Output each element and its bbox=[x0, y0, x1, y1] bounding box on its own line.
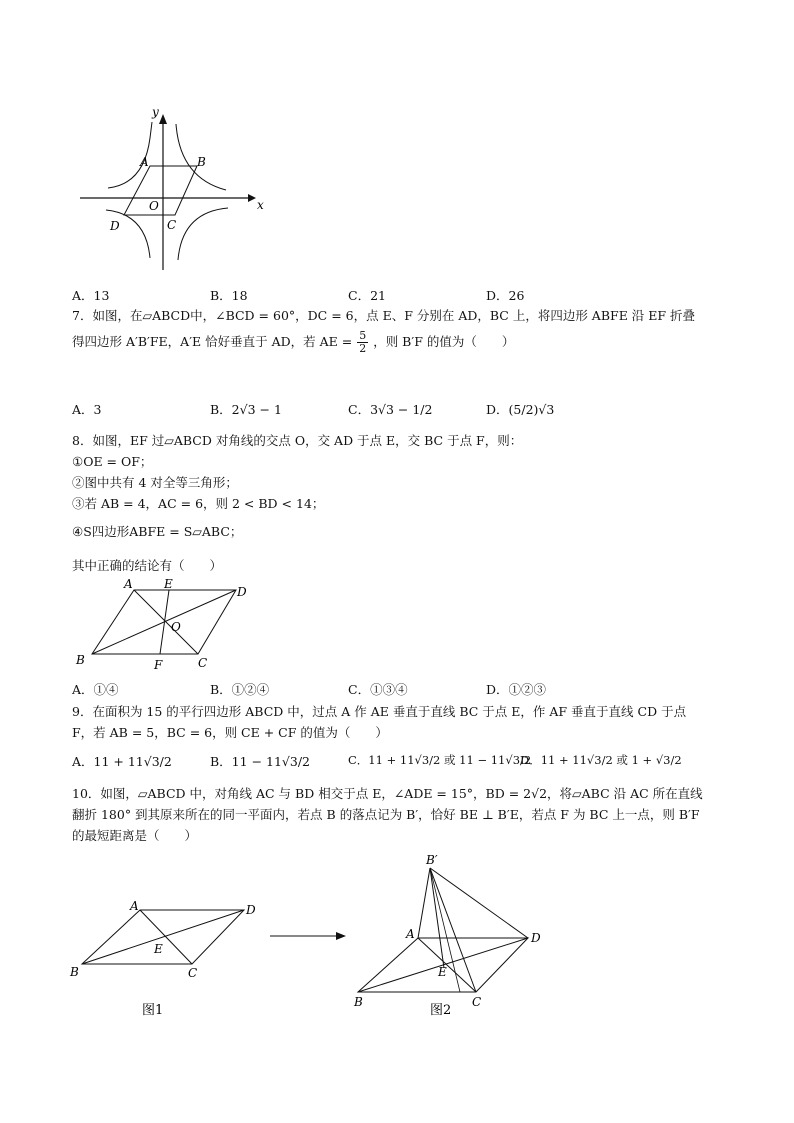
q6-option-b: B．18 bbox=[210, 288, 248, 303]
axis-y-label: y bbox=[152, 108, 159, 119]
point-a-label: A bbox=[140, 155, 149, 169]
q10-figure-2 bbox=[348, 852, 558, 1022]
q8-question: 其中正确的结论有（ ） bbox=[72, 558, 223, 573]
q6-option-a: A．13 bbox=[72, 288, 110, 303]
fig2-point-a: A bbox=[406, 927, 415, 941]
q10-line-3: 的最短距离是（ ） bbox=[72, 828, 198, 843]
q9-line-2: F，若 AB = 5，BC = 6，则 CE + CF 的值为（ ） bbox=[72, 725, 388, 740]
fig1-point-b: B bbox=[70, 965, 79, 979]
q8-point-f: F bbox=[154, 658, 163, 672]
point-c-label: C bbox=[167, 218, 177, 232]
q8-point-c: C bbox=[198, 656, 208, 670]
point-d-label: D bbox=[110, 219, 120, 233]
fig1-point-e: E bbox=[154, 942, 163, 956]
q6-figure bbox=[76, 108, 266, 278]
q8-point-o: O bbox=[171, 620, 181, 634]
arrow-right-icon bbox=[268, 928, 348, 944]
q7-fraction: $\frac{5}{2}$ bbox=[359, 329, 367, 355]
q10-line-2: 翻折 180° 到其原来所在的同一平面内，若点 B 的落点记为 B′，恰好 BE ⊥ B′E，若点 F 为 BC 上一点，则 B′F bbox=[72, 807, 700, 822]
fig1-point-d: D bbox=[246, 903, 256, 917]
fig1-point-c: C bbox=[188, 966, 198, 980]
q8-option-c: C．①③④ bbox=[348, 682, 408, 697]
q8-point-e: E bbox=[164, 577, 173, 591]
q6-option-d: D．26 bbox=[486, 288, 525, 303]
q9-option-d: D．11 + 11√3/2 或 1 + √3/2 bbox=[520, 753, 682, 767]
q9-option-a: A．11 + 11√3/2 bbox=[72, 754, 172, 769]
q8-statement-4: ④S四边形ABFE = S▱ABC； bbox=[72, 524, 243, 539]
q8-statement-3: ③若 AB = 4，AC = 6，则 2 < BD < 14； bbox=[72, 496, 325, 511]
q7-option-c: C．3√3 − 1/2 bbox=[348, 402, 433, 417]
q8-point-b: B bbox=[76, 653, 85, 667]
q7-line-1: 7．如图，在▱ABCD中，∠BCD = 60°，DC = 6，点 E、F 分别在 AD，BC 上，将四边形 ABFE 沿 EF 折叠 bbox=[72, 308, 696, 323]
q10-line-1: 10．如图，▱ABCD 中，对角线 AC 与 BD 相交于点 E，∠ADE = 15°，BD = 2√2，将▱ABC 沿 AC 所在直线 bbox=[72, 786, 703, 801]
q7-option-d: D．(5/2)√3 bbox=[486, 402, 555, 417]
axis-x-label: x bbox=[257, 198, 264, 212]
q9-line-1: 9．在面积为 15 的平行四边形 ABCD 中，过点 A 作 AE 垂直于直线 BC 于点 E，作 AF 垂直于直线 CD 于点 bbox=[72, 704, 687, 719]
q8-statement-2: ②图中共有 4 对全等三角形； bbox=[72, 475, 238, 490]
q9-option-c: C．11 + 11√3/2 或 11 − 11√3/2 bbox=[348, 753, 532, 767]
point-o-label: O bbox=[149, 199, 159, 213]
q6-option-c: C．21 bbox=[348, 288, 386, 303]
q8-figure bbox=[74, 574, 264, 674]
fig1-caption: 图1 bbox=[142, 1003, 164, 1018]
q8-option-d: D．①②③ bbox=[486, 682, 547, 697]
q10-figure-1 bbox=[66, 896, 266, 1024]
q7-option-a: A．3 bbox=[72, 402, 102, 417]
fig2-caption: 图2 bbox=[430, 1003, 452, 1018]
q8-point-a: A bbox=[124, 577, 133, 591]
q8-option-b: B．①②④ bbox=[210, 682, 270, 697]
q8-statement-1: ①OE = OF； bbox=[72, 454, 153, 469]
fig2-point-b: B bbox=[354, 995, 363, 1009]
fig2-point-c: C bbox=[472, 995, 482, 1009]
q9-option-b: B．11 − 11√3/2 bbox=[210, 754, 311, 769]
q7-line-2: 得四边形 A′B′FE，A′E 恰好垂直于 AD，若 AE = $\frac{5}{2}$ ，则 B′F 的值为（ ） bbox=[72, 329, 515, 355]
q8-option-a: A．①④ bbox=[72, 682, 119, 697]
fig2-point-bprime: B′ bbox=[426, 853, 438, 867]
fig1-point-a: A bbox=[130, 899, 139, 913]
q8-line-1: 8．如图，EF 过▱ABCD 对角线的交点 O，交 AD 于点 E，交 BC 于点 F，则： bbox=[72, 433, 523, 448]
q7-option-b: B．2√3 − 1 bbox=[210, 402, 282, 417]
fig2-point-d: D bbox=[531, 931, 541, 945]
fig2-point-e: E bbox=[438, 965, 447, 979]
q8-point-d: D bbox=[237, 585, 247, 599]
point-b-label: B bbox=[197, 155, 206, 169]
